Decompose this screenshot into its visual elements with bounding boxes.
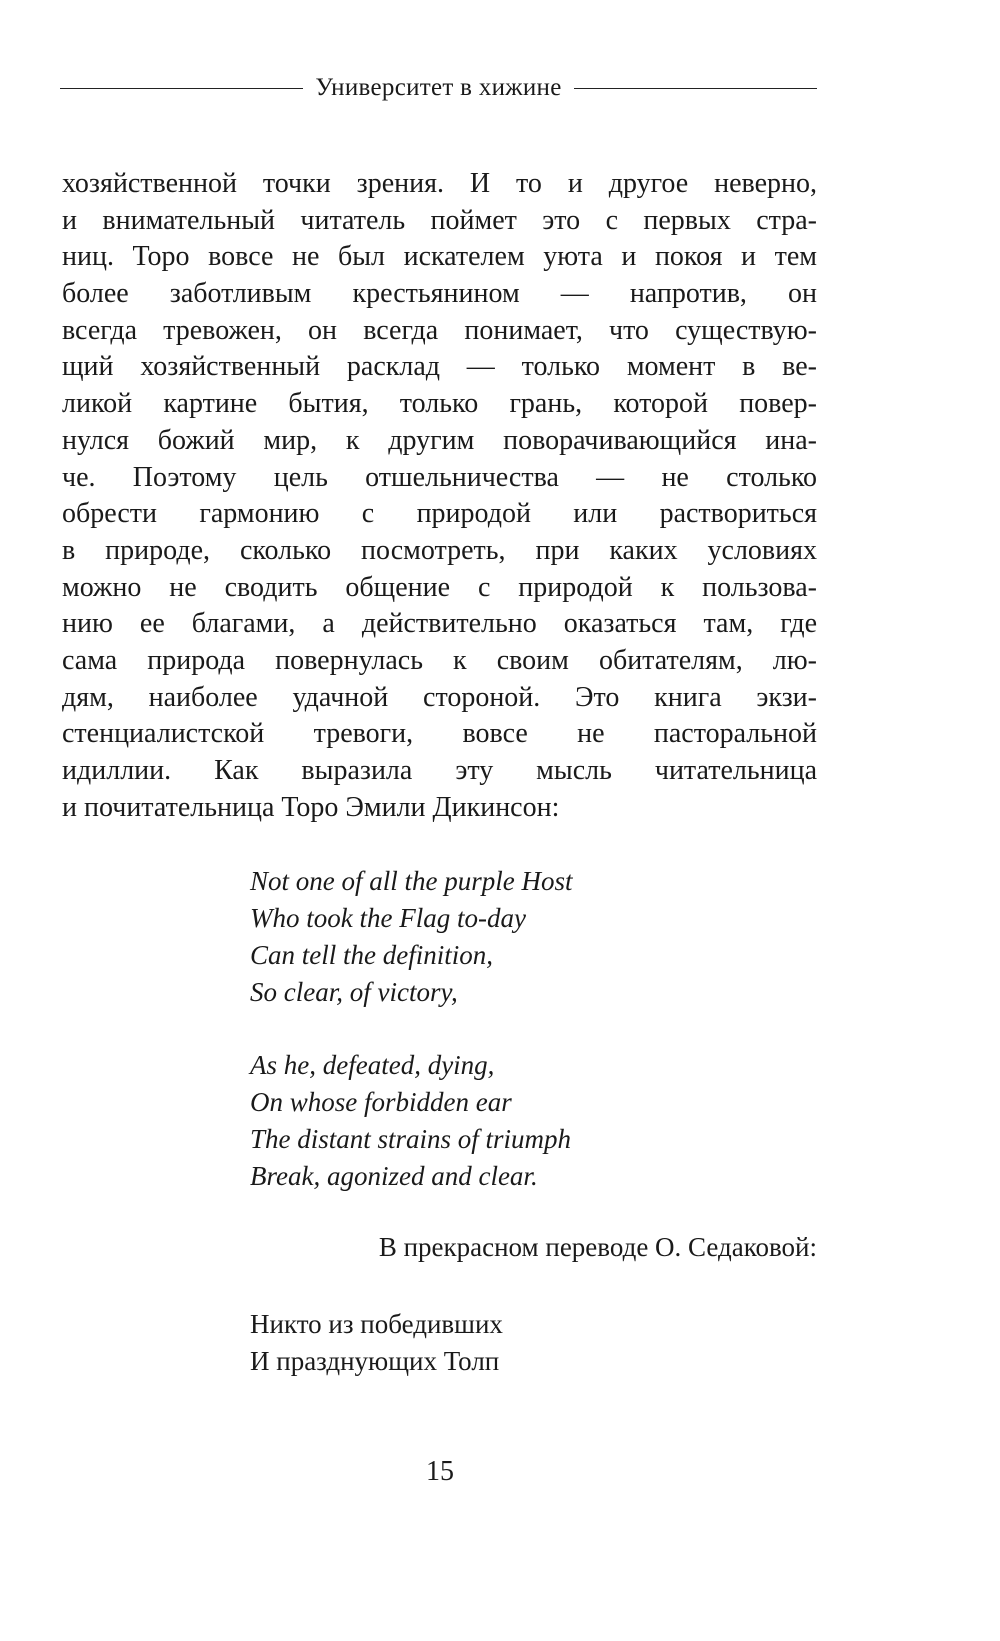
- text-line: обрести гармонию с природой или раствориться: [62, 498, 817, 530]
- poem-line: Who took the Flag to-day: [250, 902, 526, 933]
- translation-attribution: В прекрасном переводе О. Седаковой:: [378, 1232, 817, 1262]
- header-rule-left: [60, 88, 303, 89]
- text-line: ниц. Торо вовсе не был искателем уюта и покоя и тем: [62, 241, 817, 273]
- text-line: нию ее благами, а действительно оказаться там, где: [62, 608, 817, 640]
- text-line: сама природа повернулась к своим обитателям, лю-: [62, 644, 817, 676]
- text-line: щий хозяйственный расклад — только момент в ве-: [62, 351, 817, 383]
- header-rule-right: [574, 88, 817, 89]
- poem-line: The distant strains of triumph: [250, 1123, 572, 1154]
- poem-line: Break, agonized and clear.: [250, 1160, 538, 1191]
- poem-line: Not one of all the purple Host: [250, 866, 573, 896]
- translation-line: И празднующих Толп: [250, 1345, 500, 1376]
- running-title: Университет в хижине: [315, 74, 562, 101]
- poem-stanza-1: [250, 863, 572, 1011]
- text-line: дям, наиболее удачной стороной. Это книга экзи-: [62, 681, 817, 713]
- translation-excerpt: [250, 1306, 503, 1379]
- text-line: ликой картине бытия, только грань, которой повер-: [62, 388, 817, 420]
- text-line: всегда тревожен, он всегда понимает, что существую-: [62, 314, 817, 346]
- text-line: идиллии. Как выразила эту мысль читательница: [62, 755, 817, 786]
- page-number: 15: [426, 1456, 454, 1487]
- text-line: в природе, сколько посмотреть, при каких условиях: [62, 534, 817, 566]
- text-line: че. Поэтому цель отшельничества — не столько: [62, 461, 817, 493]
- running-header: [60, 70, 817, 106]
- text-line: нулся божий мир, к другим поворачивающийся ина-: [62, 424, 817, 456]
- text-line: и внимательный читатель поймет это с первых стра-: [62, 204, 817, 236]
- text-line: стенциалистской тревоги, вовсе не пасторальной: [62, 718, 817, 750]
- text-line: хозяйственной точки зрения. И то и другое неверно,: [62, 168, 817, 199]
- poem-line: So clear, of victory,: [250, 976, 458, 1007]
- body-paragraph: [62, 166, 817, 826]
- text-line: и почитательница Торо Эмили Дикинсон:: [62, 791, 560, 823]
- poem-stanza-2: [250, 1047, 571, 1195]
- poem-line: On whose forbidden ear: [250, 1086, 512, 1117]
- poem-line: As he, defeated, dying,: [250, 1050, 495, 1080]
- translation-line: Никто из победивших: [250, 1309, 503, 1339]
- poem-line: Can tell the definition,: [250, 939, 493, 970]
- text-line: можно не сводить общение с природой к пользова-: [62, 571, 817, 603]
- text-line: более заботливым крестьянином — напротив, он: [62, 278, 817, 310]
